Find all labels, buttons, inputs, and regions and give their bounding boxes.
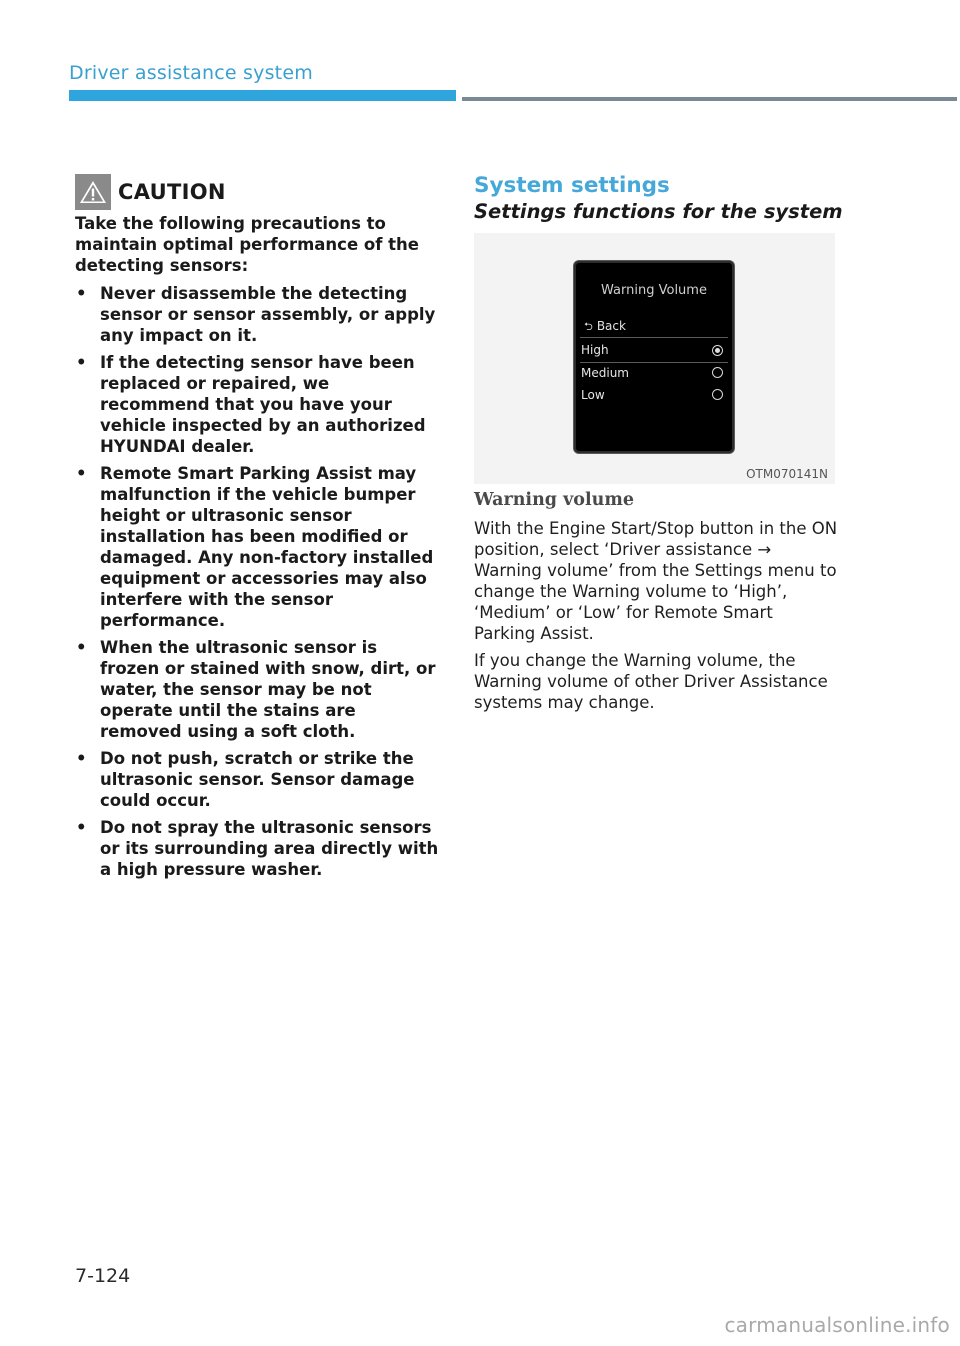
list-item: • Remote Smart Parking Assist may malfunction if the vehicle bumper height or ultrasonic sensor installation has been modified or damaged. Any non-factory installed equipment or accessories may also interfere with the sensor performance. (76, 464, 434, 630)
radio-unselected-icon (712, 367, 723, 378)
option-high: High (581, 343, 609, 357)
warning-volume-paragraph-1: With the Engine Start/Stop button in the ON position, select ‘Driver assistance → Warning volume’ from the Settings menu to change the Warning volume to ‘High’, ‘Medium’ or ‘Low’ for Remote Smart Parking Assist. (474, 519, 838, 643)
figure-code: OTM070141N (746, 467, 828, 481)
list-item: • If the detecting sensor have been replaced or repaired, we recommend that you have your vehicle inspected by an authorized HYUNDAI dealer. (76, 353, 426, 456)
list-item: • Do not push, scratch or strike the ultrasonic sensor. Sensor damage could occur. (76, 749, 415, 810)
section-subtitle: Settings functions for the system (474, 200, 843, 223)
cluster-screen-figure (474, 233, 835, 484)
header-accent-bar (69, 90, 456, 101)
list-item: • Never disassemble the detecting sensor or sensor assembly, or apply any impact on it. (76, 284, 436, 345)
back-arrow-icon: ⮌ (584, 320, 593, 333)
radio-unselected-icon (712, 389, 723, 400)
option-medium: Medium (581, 366, 629, 380)
section-title: System settings (474, 173, 670, 198)
caution-intro: Take the following precautions to maintain optimal performance of the detecting sensors: (75, 214, 419, 275)
list-item: • Do not spray the ultrasonic sensors or its surrounding area directly with a high pressure washer. (76, 818, 439, 879)
header-divider-line (462, 97, 957, 101)
warning-volume-paragraph-2: If you change the Warning volume, the Warning volume of other Driver Assistance systems may change. (474, 651, 828, 712)
radio-selected-icon (712, 345, 723, 356)
list-item: • When the ultrasonic sensor is frozen or stained with snow, dirt, or water, the sensor may be not operate until the stains are removed using a soft cloth. (76, 638, 436, 741)
caution-list (75, 283, 440, 880)
section-header-title: Driver assistance system (69, 62, 313, 84)
warning-volume-heading: Warning volume (474, 490, 634, 510)
watermark: carmanualsonline.info (724, 1313, 950, 1337)
screen-title: Warning Volume (601, 283, 707, 298)
caution-header (75, 172, 440, 212)
page-number: 7-124 (75, 1265, 131, 1287)
cluster-display (574, 261, 734, 453)
divider (580, 337, 728, 338)
option-low: Low (581, 388, 605, 402)
caution-title: CAUTION (118, 180, 226, 204)
divider (580, 362, 728, 363)
back-button: ⮌ Back (584, 319, 626, 333)
warning-triangle-icon (75, 174, 111, 210)
caution-box (75, 172, 440, 886)
